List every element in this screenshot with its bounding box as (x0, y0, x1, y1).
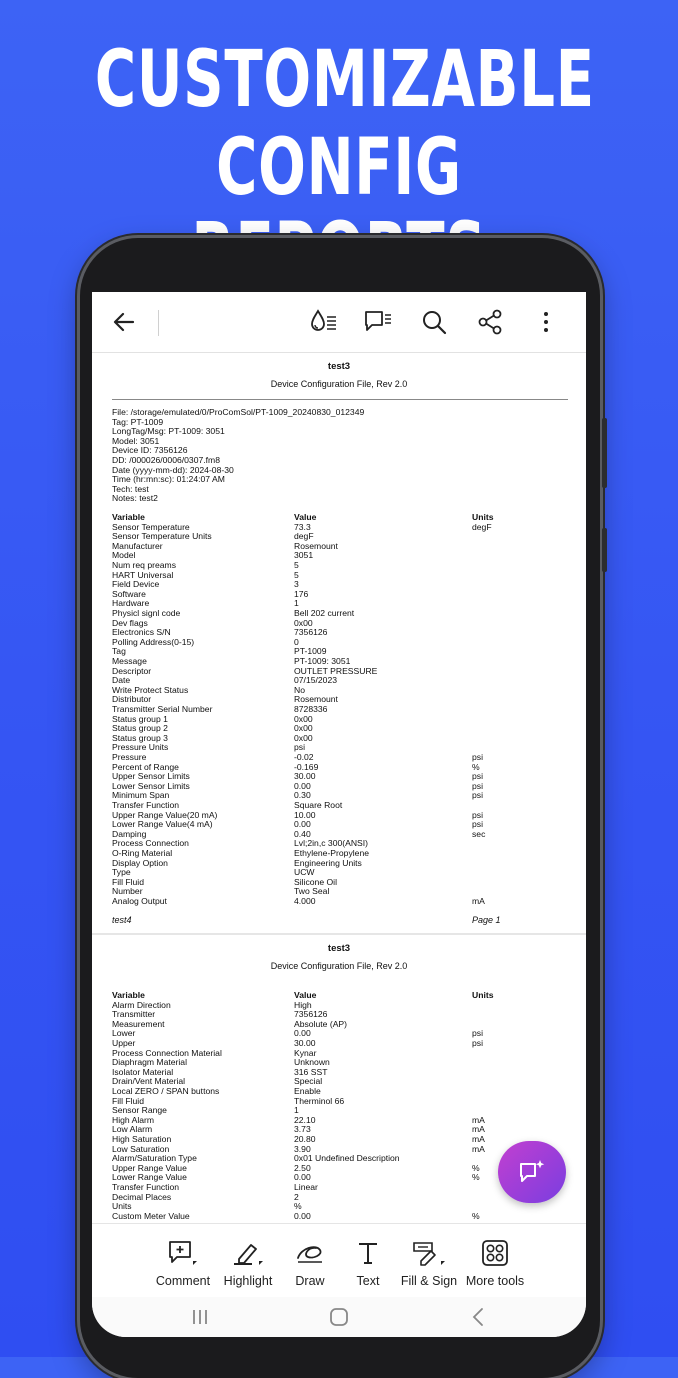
variable-cell: Field Device (112, 579, 160, 590)
text-t-icon (356, 1240, 380, 1266)
value-cell: 0.00 (294, 1028, 311, 1039)
units-cell: psi (472, 752, 483, 762)
variable-cell: Polling Address(0-15) (112, 636, 195, 647)
value-cell: Enable (294, 1086, 321, 1096)
toolbar-divider (158, 310, 159, 336)
table-row (112, 580, 568, 590)
tool-label: Fill & Sign (400, 1274, 458, 1288)
table-row (112, 859, 568, 869)
metadata-line: Notes: test2 (112, 493, 158, 504)
value-cell: 4.000 (294, 896, 316, 906)
value-cell: 0.00 (294, 1210, 311, 1221)
value-cell: OUTLET PRESSURE (294, 665, 378, 676)
table-row (112, 820, 568, 830)
value-cell: 0x00 (294, 713, 313, 724)
headline-line-2: CONFIG (216, 123, 462, 213)
variable-cell: Date (112, 675, 131, 686)
table-row (112, 561, 568, 571)
value-cell: Therminol 66 (294, 1095, 345, 1106)
units-cell: psi (472, 1028, 483, 1039)
units-cell: sec (472, 828, 486, 839)
tool-label: Draw (295, 1274, 325, 1288)
variable-cell: Write Protect Status (112, 684, 189, 695)
pdf-document-viewer[interactable] (92, 353, 586, 1223)
value-cell: Linear (294, 1182, 318, 1192)
value-cell: Two Seal (294, 886, 330, 897)
header-variable: Variable (112, 990, 145, 1000)
tool-label: Highlight (223, 1274, 273, 1288)
tool-label: More tools (465, 1274, 525, 1288)
variable-cell: Lower Range Value (112, 1172, 187, 1183)
pdf-page-1 (92, 353, 586, 933)
variable-cell: Drain/Vent Material (112, 1076, 186, 1087)
android-nav-bar (92, 1297, 586, 1337)
page-number: Page 1 (472, 915, 501, 925)
value-cell: Silicone Oil (294, 876, 337, 887)
table-row (112, 1001, 568, 1011)
value-cell: 07/15/2023 (294, 675, 338, 686)
value-cell: 7356126 (294, 1009, 328, 1020)
value-cell: 0.00 (294, 1172, 311, 1183)
value-cell: Absolute (AP) (294, 1018, 348, 1029)
title-rule (112, 399, 568, 400)
home-icon[interactable] (319, 1305, 359, 1329)
header-variable: Variable (112, 512, 145, 522)
reading-mode-icon[interactable] (308, 306, 340, 338)
value-cell: No (294, 684, 305, 695)
value-cell: 22.10 (294, 1114, 316, 1125)
grid-tools-icon (481, 1239, 509, 1267)
back-nav-icon[interactable] (458, 1305, 498, 1329)
table-row (112, 667, 568, 677)
variable-cell: Upper Range Value(20 mA) (112, 809, 218, 820)
metadata-line: File: /storage/emulated/0/ProComSol/PT-1009_20240830_012349 (112, 407, 365, 417)
value-cell: 316 SST (294, 1066, 328, 1077)
value-cell: 0.40 (294, 828, 311, 839)
variable-cell: Pressure (112, 752, 147, 762)
comment-add-icon (167, 1239, 199, 1267)
header-units: Units (472, 512, 494, 522)
variable-cell: Number (112, 886, 143, 897)
metadata-line: DD: /000026/0006/0307.fm8 (112, 455, 220, 465)
variable-cell: Transmitter Serial Number (112, 704, 213, 714)
value-cell: 1 (294, 1105, 299, 1116)
value-cell: 0.00 (294, 819, 311, 830)
variable-cell: Damping (112, 828, 147, 839)
units-cell: psi (472, 790, 483, 801)
value-cell: Ethylene-Propylene (294, 848, 370, 858)
table-row (112, 590, 568, 600)
value-cell: 1 (294, 598, 299, 609)
value-cell: 5 (294, 569, 299, 580)
value-cell: 3.73 (294, 1124, 311, 1135)
variable-cell: Num req preams (112, 560, 176, 570)
metadata-line: Date (yyyy-mm-dd): 2024-08-30 (112, 464, 234, 475)
variable-cell: Software (112, 588, 146, 599)
header-units: Units (472, 990, 494, 1000)
variable-cell: Manufacturer (112, 540, 163, 551)
value-cell: Unknown (294, 1057, 330, 1068)
value-cell: 8728336 (294, 704, 328, 714)
units-cell: mA (472, 896, 485, 906)
value-cell: 176 (294, 588, 309, 599)
variable-cell: Isolator Material (112, 1066, 174, 1077)
variable-cell: Upper (112, 1038, 136, 1048)
header-value: Value (294, 990, 317, 1000)
ai-assistant-button[interactable] (498, 1141, 566, 1203)
table-row (112, 542, 568, 552)
table-row (112, 715, 568, 725)
units-cell: psi (472, 780, 483, 791)
value-cell: 0.00 (294, 780, 311, 791)
value-cell: UCW (294, 867, 315, 878)
table-row (112, 609, 568, 619)
variable-cell: Process Connection Material (112, 1047, 222, 1058)
units-cell: psi (472, 1038, 483, 1048)
variable-cell: Hardware (112, 598, 150, 609)
table-row (112, 532, 568, 542)
variable-cell: Status group 3 (112, 732, 168, 743)
ai-assistant-chat-icon (517, 1158, 547, 1186)
units-cell: mA (472, 1134, 485, 1144)
table-row (112, 878, 568, 888)
variable-cell: Units (112, 1201, 132, 1212)
fill-sign-icon (411, 1239, 447, 1267)
variable-cell: Fill Fluid (112, 876, 144, 887)
variable-cell: Diaphragm Material (112, 1057, 187, 1068)
variable-cell: Alarm/Saturation Type (112, 1153, 197, 1164)
variable-cell: Transfer Function (112, 1182, 180, 1192)
table-row (112, 705, 568, 715)
value-cell: 0 (294, 636, 299, 647)
header-value: Value (294, 512, 317, 522)
value-cell: 0.30 (294, 790, 311, 801)
variable-cell: Sensor Range (112, 1105, 167, 1116)
value-cell: degF (294, 531, 314, 542)
table-row (112, 686, 568, 696)
share-icon[interactable] (474, 306, 506, 338)
variable-cell: Electronics S/N (112, 627, 171, 638)
page-title: test3 (327, 943, 351, 954)
variable-cell: Transmitter (112, 1009, 156, 1020)
value-cell: 30.00 (294, 771, 316, 782)
units-cell: % (472, 1162, 480, 1173)
units-cell: psi (472, 809, 483, 820)
value-cell: 7356126 (294, 627, 328, 638)
value-cell: Square Root (294, 800, 343, 810)
value-cell: psi (294, 742, 305, 753)
variable-cell: Process Connection (112, 838, 189, 849)
value-cell: 3 (294, 579, 299, 590)
units-cell: % (472, 1210, 480, 1221)
variable-cell: Physicl signl code (112, 608, 181, 618)
variable-cell: Lower Range Value(4 mA) (112, 819, 213, 830)
value-cell: 2.50 (294, 1162, 311, 1173)
variable-cell: Measurement (112, 1018, 165, 1029)
table-row (112, 1212, 568, 1222)
value-cell: PT-1009: 3051 (294, 656, 351, 666)
variable-cell: Descriptor (112, 665, 152, 676)
phone-screen (92, 292, 586, 1337)
fill-sign-tool-button[interactable] (394, 1224, 464, 1298)
table-row (112, 782, 568, 792)
table-row (112, 1097, 568, 1107)
variable-cell: Alarm Direction (112, 999, 171, 1010)
bottom-tools-bar (92, 1223, 586, 1298)
table-row (112, 1183, 568, 1193)
variable-cell: Distributor (112, 694, 152, 705)
variable-cell: Sensor Temperature (112, 521, 190, 532)
metadata-line: Time (hr:mn:sc): 01:24:07 AM (112, 474, 225, 485)
table-row (112, 551, 568, 561)
page-title: test3 (327, 361, 351, 372)
variable-cell: Decimal Places (112, 1191, 172, 1202)
variable-cell: High Saturation (112, 1134, 172, 1144)
variable-cell: Dev flags (112, 617, 148, 628)
metadata-line: Tag: PT-1009 (112, 416, 164, 427)
value-cell: Rosemount (294, 540, 338, 551)
value-cell: Rosemount (294, 694, 338, 705)
variable-cell: Low Alarm (112, 1124, 153, 1135)
value-cell: High (294, 999, 312, 1010)
table-row (112, 1020, 568, 1030)
back-arrow-icon[interactable] (108, 306, 140, 338)
value-cell: 0x00 (294, 723, 313, 734)
table-row (112, 638, 568, 648)
draw-squiggle-icon (295, 1240, 325, 1266)
table-row (112, 897, 568, 907)
page-footer-left: test4 (112, 915, 132, 925)
units-cell: psi (472, 819, 483, 830)
variable-cell: Upper Range Value (112, 1162, 187, 1173)
table-row (112, 571, 568, 581)
table-row (112, 734, 568, 744)
top-toolbar (92, 292, 586, 353)
units-cell: mA (472, 1114, 485, 1125)
value-cell: Engineering Units (294, 857, 362, 868)
metadata-line: Device ID: 7356126 (112, 445, 188, 456)
variable-cell: Local ZERO / SPAN buttons (112, 1086, 220, 1096)
tool-label: Text (356, 1274, 380, 1288)
variable-cell: Percent of Range (112, 761, 179, 772)
value-cell: 73.3 (294, 521, 311, 532)
variable-cell: Pressure Units (112, 742, 169, 753)
variable-cell: Low Saturation (112, 1143, 170, 1154)
variable-cell: Message (112, 656, 147, 666)
table-row (112, 1058, 568, 1068)
value-cell: 0x00 (294, 617, 313, 628)
units-cell: % (472, 1172, 480, 1183)
table-header (112, 991, 568, 1001)
variable-cell: O-Ring Material (112, 848, 173, 858)
variable-cell: Sensor Temperature Units (112, 531, 212, 542)
value-cell: Bell 202 current (294, 608, 355, 618)
variable-cell: Custom Meter Value (112, 1210, 190, 1221)
volume-button (602, 418, 607, 488)
units-cell: mA (472, 1124, 485, 1135)
metadata-line: LongTag/Msg: PT-1009: 3051 (112, 426, 225, 437)
table-row (112, 753, 568, 763)
highlight-pen-icon (231, 1239, 265, 1267)
more-vertical-icon[interactable] (530, 306, 562, 338)
variable-cell: Upper Sensor Limits (112, 771, 190, 782)
value-cell: Special (294, 1076, 323, 1087)
table-row (112, 1135, 568, 1145)
units-cell: psi (472, 771, 483, 782)
recent-apps-icon[interactable] (180, 1305, 220, 1329)
table-row (112, 1116, 568, 1126)
page-subtitle: Device Configuration File, Rev 2.0 (270, 379, 408, 389)
variable-cell: High Alarm (112, 1114, 155, 1125)
power-button (602, 528, 607, 572)
units-cell: mA (472, 1143, 485, 1154)
units-cell: % (472, 761, 480, 772)
tool-label: Comment (155, 1274, 211, 1288)
table-row (112, 743, 568, 753)
value-cell: 5 (294, 560, 299, 570)
value-cell: Lvl;2in,c 300(ANSI) (294, 838, 369, 849)
table-row (112, 1125, 568, 1135)
value-cell: 30.00 (294, 1038, 316, 1048)
variable-cell: HART Universal (112, 569, 174, 580)
variable-cell: Status group 1 (112, 713, 168, 724)
variable-cell: Type (112, 867, 131, 878)
headline-line-1: CUSTOMIZABLE (94, 35, 595, 125)
value-cell: 2 (294, 1191, 299, 1202)
variable-cell: Analog Output (112, 896, 167, 906)
value-cell: PT-1009 (294, 646, 327, 657)
variable-cell: Transfer Function (112, 800, 180, 810)
page-subtitle: Device Configuration File, Rev 2.0 (270, 961, 408, 971)
value-cell: 0x00 (294, 732, 313, 743)
units-cell: degF (472, 521, 492, 532)
value-cell: 3.90 (294, 1143, 311, 1154)
table-row (112, 887, 568, 897)
table-row (112, 1193, 568, 1203)
search-icon[interactable] (418, 306, 450, 338)
variable-cell: Model (112, 550, 136, 561)
value-cell: -0.02 (294, 752, 314, 762)
table-row (112, 724, 568, 734)
value-cell: 0x01 Undefined Description (294, 1153, 400, 1164)
table-row (112, 1029, 568, 1039)
comment-list-icon[interactable] (362, 306, 394, 338)
variable-cell: Display Option (112, 857, 168, 868)
metadata-line: Tech: test (112, 483, 149, 494)
metadata-line: Model: 3051 (112, 435, 160, 446)
value-cell: % (294, 1201, 302, 1212)
value-cell: Kynar (294, 1047, 317, 1058)
value-cell: 3051 (294, 550, 314, 561)
value-cell: 10.00 (294, 809, 316, 820)
value-cell: -0.169 (294, 761, 319, 772)
variable-cell: Lower Sensor Limits (112, 780, 190, 791)
variable-cell: Lower (112, 1028, 136, 1039)
table-row (112, 619, 568, 629)
table-row (112, 1106, 568, 1116)
more-tools-button[interactable] (460, 1224, 530, 1298)
variable-cell: Minimum Span (112, 790, 170, 801)
variable-cell: Status group 2 (112, 723, 168, 734)
variable-cell: Fill Fluid (112, 1095, 144, 1106)
table-row (112, 868, 568, 878)
variable-cell: Tag (112, 646, 126, 657)
value-cell: 20.80 (294, 1134, 316, 1144)
